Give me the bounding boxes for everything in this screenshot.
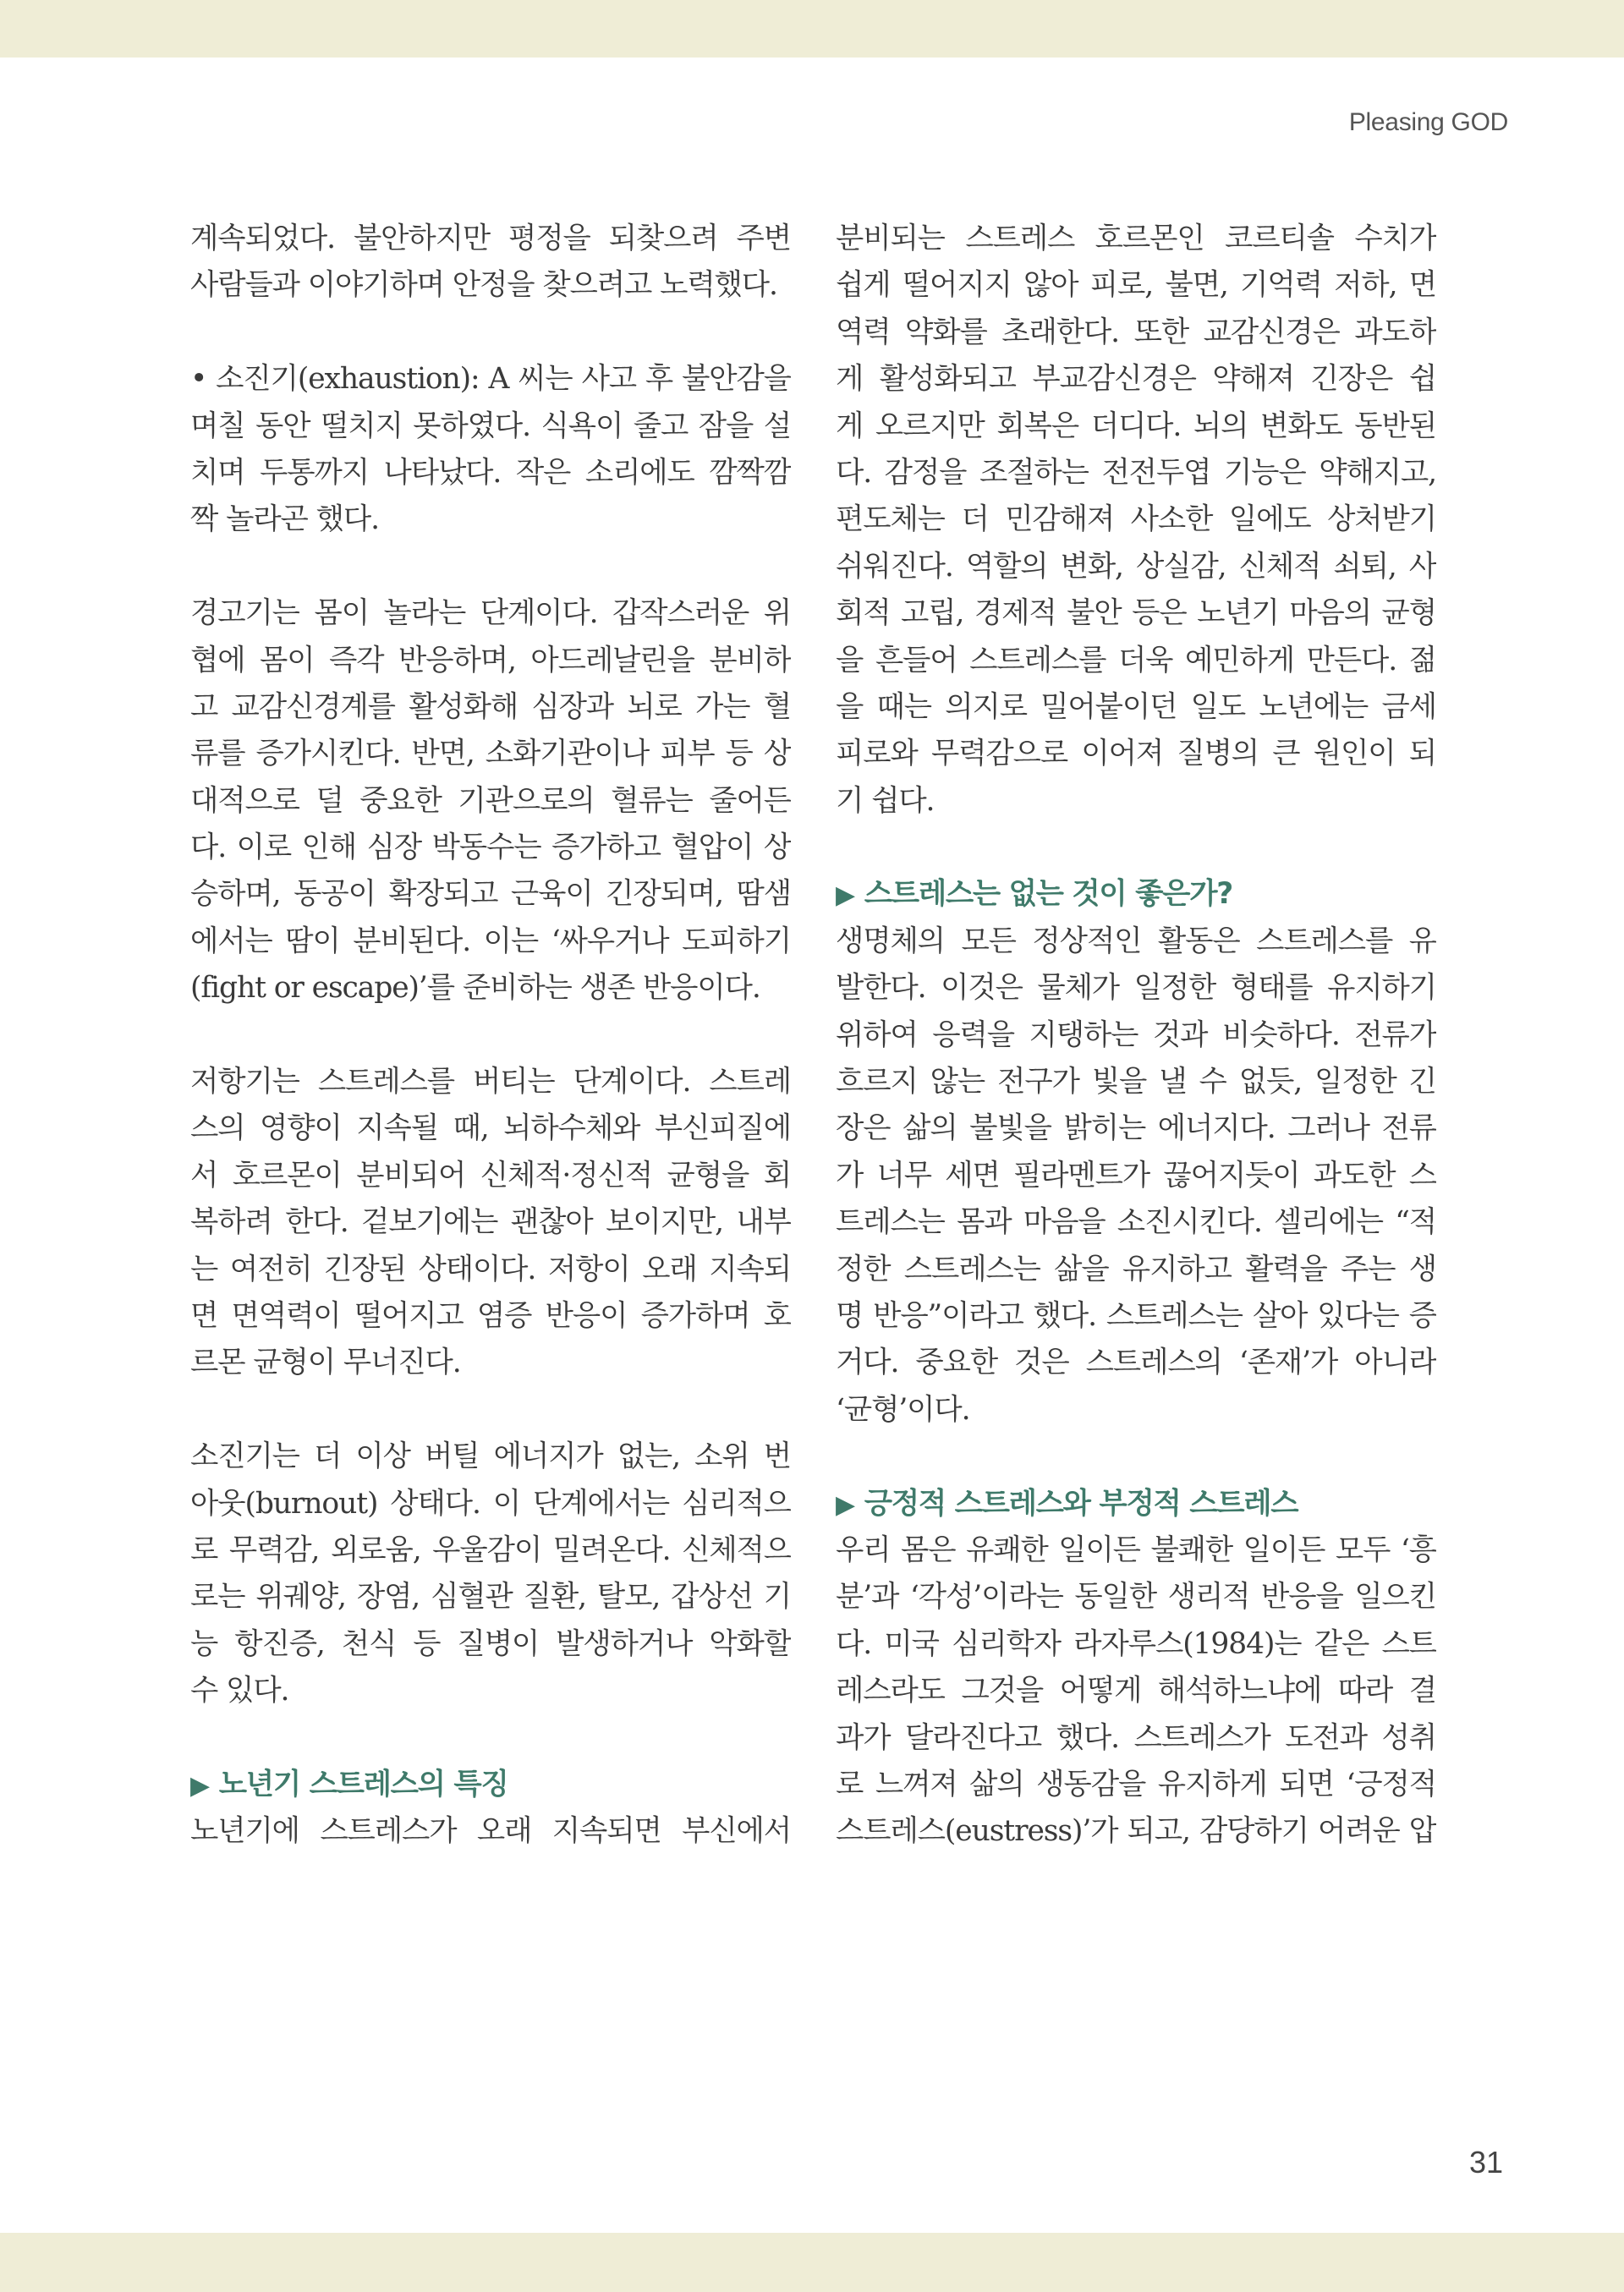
text-line: 노년기에 스트레스가 오래 지속되면 부신에서: [190, 1814, 791, 1849]
text-line: 분비되는 스트레스 호르몬인 코르티솔 수치가: [836, 222, 1436, 255]
text-line: 기 쉽다.: [836, 783, 935, 818]
text-line: 아웃(burnout) 상태다. 이 단계에서는 심리적으: [190, 1486, 791, 1521]
bottom-decorative-band: [0, 2233, 1624, 2292]
text-line: 서 호르몬이 분비되어 신체적·정신적 균형을 회: [190, 1158, 791, 1193]
text-line: 장은 삶의 불빛을 밝히는 에너지다. 그러나 전류: [836, 1111, 1436, 1146]
text-line: 로 느껴져 삶의 생동감을 유지하게 되면 ‘긍정적: [836, 1767, 1436, 1801]
section-heading: [836, 1481, 1436, 1527]
text-line: 저항기는 스트레스를 버티는 단계이다. 스트레: [190, 1065, 791, 1099]
paragraph-gap: [190, 1012, 791, 1059]
text-line: 을 때는 의지로 밀어붙이던 일도 노년에는 금세: [836, 689, 1436, 724]
text-line: 에서는 땀이 분비된다. 이는 ‘싸우거나 도피하기: [190, 924, 791, 958]
text-line: 분’과 ‘각성’이라는 동일한 생리적 반응을 일으킨: [836, 1580, 1436, 1615]
play-triangle-icon: ▶: [836, 1489, 854, 1520]
text-line: 다. 미국 심리학자 라자루스(1984)는 같은 스트: [836, 1626, 1436, 1661]
text-line: 복하려 한다. 겉보기에는 괜찮아 보이지만, 내부: [190, 1205, 791, 1240]
text-line: 대적으로 덜 중요한 기관으로의 혈류는 줄어든: [190, 783, 791, 818]
text-line: 쉬워진다. 역할의 변화, 상실감, 신체적 쇠퇴, 사: [836, 549, 1436, 584]
text-line: 편도체는 더 민감해져 사소한 일에도 상처받기: [836, 502, 1436, 537]
paragraph-gap: [190, 544, 791, 590]
text-line: 과가 달라진다고 했다. 스트레스가 도전과 성취: [836, 1720, 1436, 1755]
text-line: (fight or escape)’를 준비하는 생존 반응이다.: [190, 971, 760, 1006]
section-heading: [836, 871, 1436, 918]
text-line: 르몬 균형이 무너진다.: [190, 1346, 461, 1380]
text-line: 승하며, 동공이 확장되고 근육이 긴장되며, 땀샘: [190, 877, 791, 912]
text-line: 트레스는 몸과 마음을 소진시킨다. 셀리에는 “적: [836, 1205, 1436, 1240]
text-line: 명 반응”이라고 했다. 스트레스는 살아 있다는 증: [836, 1298, 1436, 1333]
text-line: 위하여 응력을 지탱하는 것과 비슷하다. 전류가: [836, 1017, 1436, 1052]
text-line: 고 교감신경계를 활성화해 심장과 뇌로 가는 혈: [190, 689, 791, 724]
text-line: 수 있다.: [190, 1674, 289, 1708]
text-line: 역력 약화를 초래한다. 또한 교감신경은 과도하: [836, 315, 1436, 349]
section-heading-text: 긍정적 스트레스와 부정적 스트레스: [864, 1486, 1298, 1521]
text-line: 사람들과 이야기하며 안정을 찾으려고 노력했다.: [190, 268, 777, 303]
paragraph-gap: [836, 825, 1436, 871]
text-line: • 소진기(exhaustion): A 씨는 사고 후 불안감을: [190, 362, 791, 397]
text-line: 회적 고립, 경제적 불안 등은 노년기 마음의 균형: [836, 596, 1436, 631]
text-line: 류를 증가시킨다. 반면, 소화기관이나 피부 등 상: [190, 737, 791, 771]
text-line: 피로와 무력감으로 이어져 질병의 큰 원인이 되: [836, 737, 1436, 771]
text-line: ‘균형’이다.: [836, 1392, 970, 1427]
text-line: 게 오르지만 회복은 더디다. 뇌의 변화도 동반된: [836, 409, 1436, 443]
text-line: 다. 이로 인해 심장 박동수는 증가하고 혈압이 상: [190, 831, 791, 865]
text-line: 협에 몸이 즉각 반응하며, 아드레날린을 분비하: [190, 643, 791, 677]
text-line: 계속되었다. 불안하지만 평정을 되찾으려 주변: [190, 222, 791, 255]
text-line: 며칠 동안 떨치지 못하였다. 식욕이 줄고 잠을 설: [190, 409, 791, 443]
paragraph-gap: [190, 1715, 791, 1762]
running-header: Pleasing GOD: [1348, 108, 1508, 136]
paragraph-gap: [190, 1387, 791, 1434]
text-line: 소진기는 더 이상 버틸 에너지가 없는, 소위 번: [190, 1439, 791, 1474]
text-line: 는 여전히 긴장된 상태이다. 저항이 오래 지속되: [190, 1252, 791, 1286]
section-heading: [190, 1762, 791, 1808]
text-line: 경고기는 몸이 놀라는 단계이다. 갑작스러운 위: [190, 596, 791, 631]
text-line: 능 항진증, 천식 등 질병이 발생하거나 악화할: [190, 1626, 791, 1661]
text-line: 발한다. 이것은 물체가 일정한 형태를 유지하기: [836, 971, 1436, 1006]
paragraph-gap: [836, 1434, 1436, 1480]
text-line: 게 활성화되고 부교감신경은 약해져 긴장은 쉽: [836, 362, 1436, 397]
text-line: 레스라도 그것을 어떻게 해석하느냐에 따라 결: [836, 1674, 1436, 1708]
page-number: 31: [1468, 2145, 1503, 2180]
text-line: 다. 감정을 조절하는 전전두엽 기능은 약해지고,: [836, 455, 1436, 490]
text-line: 우리 몸은 유쾌한 일이든 불쾌한 일이든 모두 ‘흥: [836, 1533, 1436, 1567]
section-heading-text: 노년기 스트레스의 특징: [218, 1767, 508, 1801]
play-triangle-icon: ▶: [190, 1770, 209, 1801]
text-line: 흐르지 않는 전구가 빛을 낼 수 없듯, 일정한 긴: [836, 1065, 1436, 1099]
text-line: 거다. 중요한 것은 스트레스의 ‘존재’가 아니라: [836, 1346, 1436, 1380]
text-line: 로는 위궤양, 장염, 심혈관 질환, 탈모, 갑상선 기: [190, 1580, 791, 1615]
section-heading-text: 스트레스는 없는 것이 좋은가?: [864, 877, 1232, 912]
text-line: 을 흔들어 스트레스를 더욱 예민하게 만든다. 젊: [836, 643, 1436, 677]
text-line: 스트레스(eustress)’가 되고, 감당하기 어려운 압: [836, 1814, 1436, 1849]
text-line: 면 면역력이 떨어지고 염증 반응이 증가하며 호: [190, 1298, 791, 1333]
text-line: 쉽게 떨어지지 않아 피로, 불면, 기억력 저하, 면: [836, 268, 1436, 303]
text-line: 정한 스트레스는 삶을 유지하고 활력을 주는 생: [836, 1252, 1436, 1286]
text-line: 스의 영향이 지속될 때, 뇌하수체와 부신피질에: [190, 1111, 791, 1146]
text-line: 짝 놀라곤 했다.: [190, 502, 379, 537]
top-decorative-band: [0, 0, 1624, 58]
play-triangle-icon: ▶: [836, 880, 854, 911]
text-line: 로 무력감, 외로움, 우울감이 밀려온다. 신체적으: [190, 1533, 791, 1567]
text-line: 치며 두통까지 나타났다. 작은 소리에도 깜짝깜: [190, 455, 791, 490]
paragraph-gap: [190, 310, 791, 356]
text-line: 생명체의 모든 정상적인 활동은 스트레스를 유: [836, 924, 1436, 958]
right-text-column: [836, 216, 1436, 1856]
left-text-column: [190, 216, 791, 1856]
text-line: 가 너무 세면 필라멘트가 끊어지듯이 과도한 스: [836, 1158, 1436, 1193]
